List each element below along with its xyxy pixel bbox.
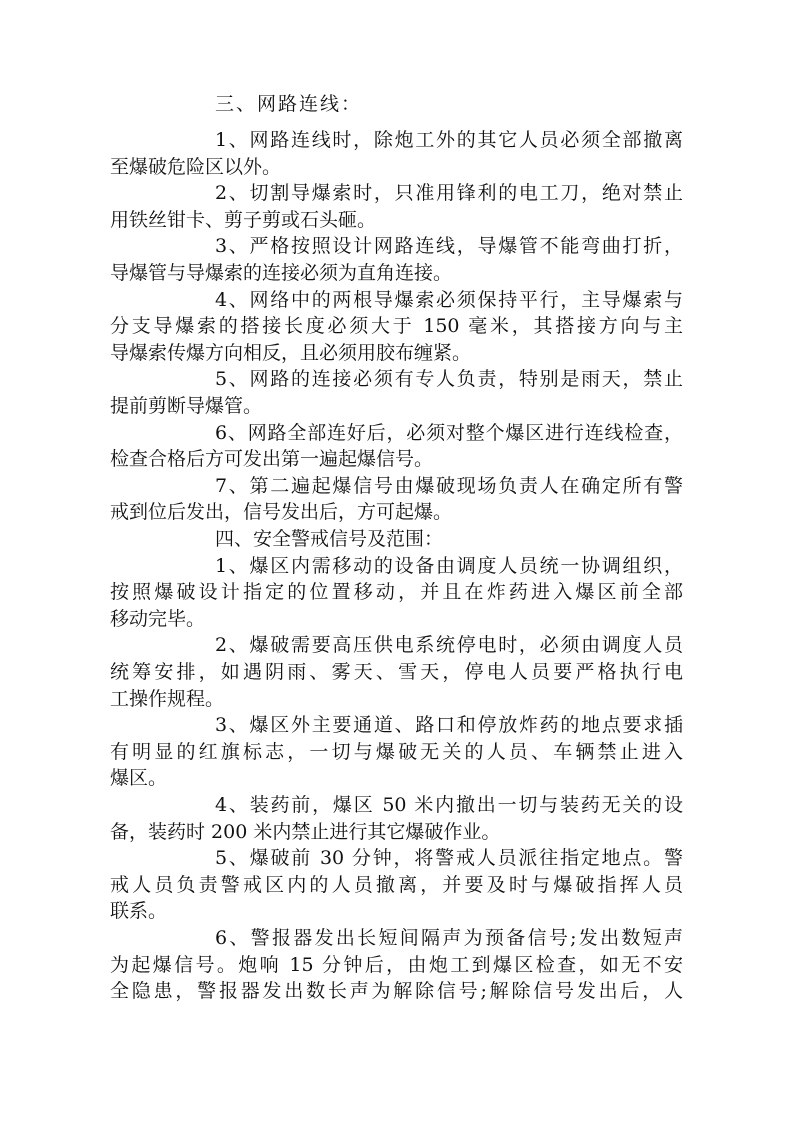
text-line: 为起爆信号。炮响 15 分钟后，由炮工到爆区检查，如无不安: [110, 953, 683, 976]
text-line: 戒到位后发出，信号发出后，方可起爆。: [110, 501, 453, 524]
text-line: 三、网路连线：: [215, 93, 363, 115]
text-line: 至爆破危险区以外。: [110, 155, 282, 178]
text-line: 2、爆破需要高压供电系统停电时，必须由调度人员: [215, 634, 683, 657]
paragraph: [110, 925, 683, 1005]
text-line: 4、装药前，爆区 50 米内撤出一切与装药无关的设: [215, 793, 683, 816]
paragraph: [110, 845, 683, 925]
paragraph: [110, 233, 683, 286]
text-line: 提前剪断导爆管。: [110, 395, 263, 418]
paragraph: [110, 632, 683, 712]
text-line: 用铁丝钳卡、剪子剪或石头砸。: [110, 208, 377, 231]
paragraph: [110, 473, 683, 526]
text-line: 6、警报器发出长短间隔声为预备信号;发出数短声: [215, 926, 683, 949]
text-line: 检查合格后方可发出第一遍起爆信号。: [110, 448, 434, 471]
text-line: 备，装药时 200 米内禁止进行其它爆破作业。: [110, 820, 501, 843]
text-line: 5、网路的连接必须有专人负责，特别是雨天，禁止: [215, 368, 683, 391]
paragraph: [110, 127, 683, 180]
text-line: 3、严格按照设计网路连线，导爆管不能弯曲打折，: [215, 235, 683, 258]
text-line: 爆区。: [110, 767, 168, 790]
text-line: 2、切割导爆索时，只准用锋利的电工刀，绝对禁止: [215, 182, 683, 205]
text-line: 四、安全警戒信号及范围：: [215, 528, 444, 550]
paragraph: [110, 792, 683, 845]
text-line: 戒人员负责警戒区内的人员撤离，并要及时与爆破指挥人员: [110, 873, 683, 896]
paragraph: [110, 287, 683, 367]
text-line: 分支导爆索的搭接长度必须大于 150 毫米，其搭接方向与主: [110, 315, 683, 338]
section-heading: [110, 526, 683, 553]
text-line: 导爆索传爆方向相反，且必须用胶布缠紧。: [110, 341, 472, 364]
text-line: 工操作规程。: [110, 687, 225, 710]
text-line: 1、爆区内需移动的设备由调度人员统一协调组织，: [215, 554, 683, 577]
text-line: 移动完毕。: [110, 607, 206, 630]
text-line: 联系。: [110, 900, 168, 923]
text-line: 4、网络中的两根导爆索必须保持平行，主导爆索与: [215, 288, 683, 311]
text-line: 7、第二遍起爆信号由爆破现场负责人在确定所有警: [215, 474, 683, 497]
paragraph: [110, 553, 683, 633]
paragraph: [110, 420, 683, 473]
paragraph: [110, 712, 683, 792]
paragraph: [110, 180, 683, 233]
document-page: [110, 91, 683, 1005]
text-line: 按照爆破设计指定的位置移动，并且在炸药进入爆区前全部: [110, 581, 683, 604]
section-heading: [110, 91, 683, 118]
text-line: 导爆管与导爆索的连接必须为直角连接。: [110, 262, 453, 285]
text-line: 5、爆破前 30 分钟，将警戒人员派往指定地点。警: [215, 847, 683, 870]
paragraph: [110, 366, 683, 419]
text-line: 6、网路全部连好后，必须对整个爆区进行连线检查，: [215, 421, 683, 444]
text-line: 1、网路连线时，除炮工外的其它人员必须全部撤离: [215, 129, 683, 152]
text-line: 全隐患，警报器发出数长声为解除信号;解除信号发出后，人: [110, 980, 683, 1003]
text-line: 有明显的红旗标志，一切与爆破无关的人员、车辆禁止进入: [110, 740, 683, 763]
text-line: 3、爆区外主要通道、路口和停放炸药的地点要求插: [215, 714, 683, 737]
text-line: 统筹安排，如遇阴雨、雾天、雪天，停电人员要严格执行电: [110, 660, 683, 683]
